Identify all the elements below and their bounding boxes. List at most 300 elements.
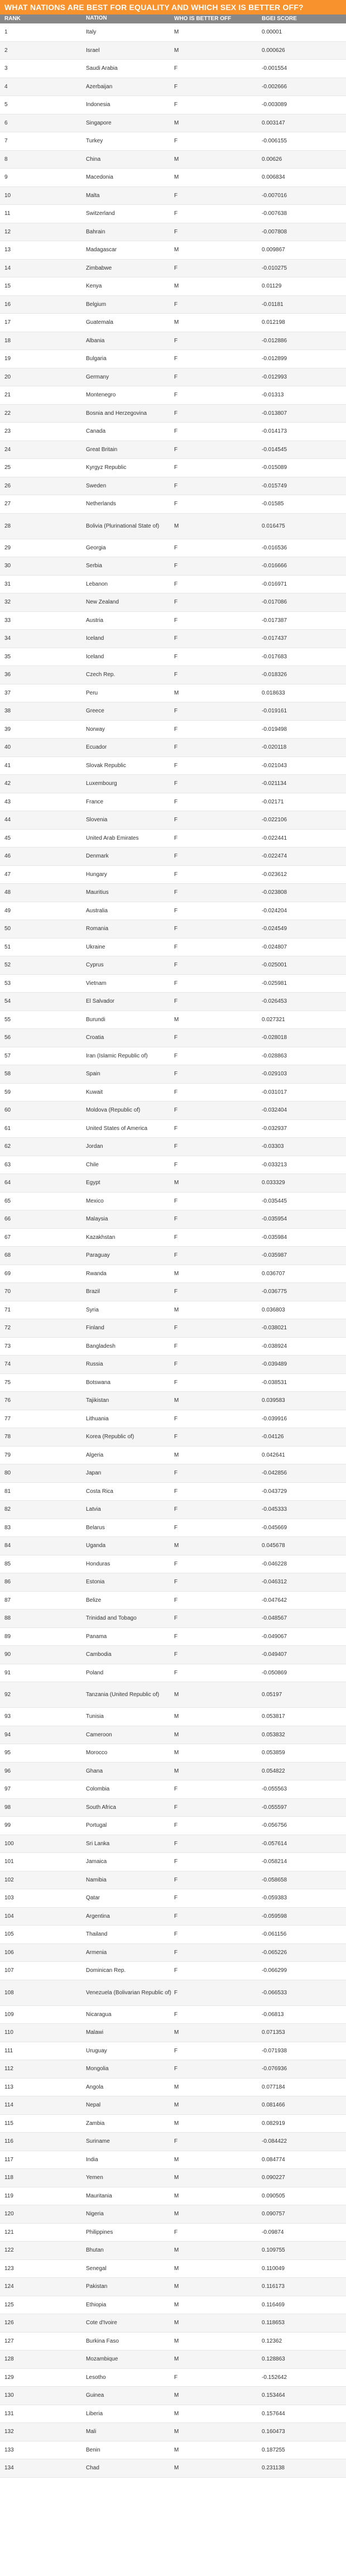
cell-who-is-better-off: F bbox=[174, 1967, 178, 1974]
cell-bgei-score: -0.09874 bbox=[262, 2229, 284, 2235]
cell-who-is-better-off: F bbox=[174, 2374, 178, 2381]
cell-bgei-score: -0.038021 bbox=[262, 1325, 287, 1332]
table-row bbox=[0, 2024, 346, 2042]
table-row bbox=[0, 2079, 346, 2097]
cell-who-is-better-off: F bbox=[174, 482, 178, 489]
cell-bgei-score: 0.00001 bbox=[262, 29, 282, 36]
cell-bgei-score: -0.028018 bbox=[262, 1035, 287, 1041]
cell-nation: Albania bbox=[86, 337, 105, 344]
cell-who-is-better-off: M bbox=[174, 2084, 179, 2090]
cell-nation: Hungary bbox=[86, 871, 107, 878]
cell-rank: 103 bbox=[4, 1895, 14, 1902]
cell-who-is-better-off: M bbox=[174, 119, 179, 126]
cell-who-is-better-off: F bbox=[174, 1579, 178, 1586]
cell-rank: 51 bbox=[4, 944, 11, 950]
table-row bbox=[0, 1519, 346, 1538]
cell-who-is-better-off: F bbox=[174, 781, 178, 787]
cell-rank: 60 bbox=[4, 1107, 11, 1114]
cell-bgei-score: 0.160473 bbox=[262, 2429, 285, 2435]
cell-nation: Uganda bbox=[86, 1543, 106, 1549]
cell-who-is-better-off: M bbox=[174, 2120, 179, 2127]
cell-nation: Ukraine bbox=[86, 944, 105, 950]
table-row bbox=[0, 60, 346, 78]
cell-rank: 1 bbox=[4, 29, 8, 36]
cell-nation: Singapore bbox=[86, 119, 112, 126]
cell-bgei-score: 0.187255 bbox=[262, 2446, 285, 2453]
table-row bbox=[0, 1428, 346, 1447]
cell-who-is-better-off: F bbox=[174, 744, 178, 751]
cell-nation: Great Britain bbox=[86, 446, 118, 453]
cell-bgei-score: -0.035984 bbox=[262, 1234, 287, 1241]
cell-nation: Guinea bbox=[86, 2392, 104, 2399]
table-row bbox=[0, 884, 346, 902]
cell-who-is-better-off: F bbox=[174, 1859, 178, 1865]
cell-nation: Serbia bbox=[86, 563, 102, 569]
cell-nation: Romania bbox=[86, 926, 109, 932]
table-row bbox=[0, 1265, 346, 1284]
cell-nation: Canada bbox=[86, 428, 106, 435]
table-row bbox=[0, 1628, 346, 1646]
table-row bbox=[0, 2387, 346, 2405]
cell-nation: Jamaica bbox=[86, 1859, 107, 1865]
cell-who-is-better-off: M bbox=[174, 2338, 179, 2344]
cell-who-is-better-off: F bbox=[174, 356, 178, 362]
table-row bbox=[0, 1682, 346, 1708]
cell-bgei-score: 0.082919 bbox=[262, 2120, 285, 2127]
cell-nation: China bbox=[86, 156, 101, 162]
cell-rank: 33 bbox=[4, 617, 11, 624]
table-row bbox=[0, 576, 346, 594]
table-row bbox=[0, 2205, 346, 2224]
cell-nation: Cyprus bbox=[86, 962, 104, 969]
cell-rank: 111 bbox=[4, 2047, 13, 2054]
cell-who-is-better-off: F bbox=[174, 1089, 178, 1095]
cell-who-is-better-off: M bbox=[174, 247, 179, 253]
cell-bgei-score: -0.035954 bbox=[262, 1216, 287, 1223]
cell-rank: 58 bbox=[4, 1071, 11, 1078]
cell-bgei-score: 0.00626 bbox=[262, 156, 282, 162]
cell-bgei-score: -0.056756 bbox=[262, 1822, 287, 1829]
cell-nation: Cambodia bbox=[86, 1651, 112, 1658]
cell-bgei-score: 0.009867 bbox=[262, 247, 285, 253]
cell-who-is-better-off: F bbox=[174, 980, 178, 987]
cell-who-is-better-off: F bbox=[174, 1488, 178, 1495]
table-row bbox=[0, 2242, 346, 2260]
cell-bgei-score: 0.110049 bbox=[262, 2265, 285, 2272]
table-row bbox=[0, 2423, 346, 2441]
cell-bgei-score: 0.003147 bbox=[262, 119, 285, 126]
table-row bbox=[0, 1501, 346, 1519]
cell-who-is-better-off: F bbox=[174, 635, 178, 642]
cell-bgei-score: -0.045333 bbox=[262, 1506, 287, 1513]
cell-nation: Nepal bbox=[86, 2102, 101, 2109]
cell-rank: 87 bbox=[4, 1597, 11, 1603]
cell-bgei-score: 0.071353 bbox=[262, 2029, 285, 2036]
table-row bbox=[0, 2278, 346, 2296]
cell-who-is-better-off: M bbox=[174, 2265, 179, 2272]
cell-nation: Italy bbox=[86, 29, 97, 36]
cell-bgei-score: -0.002666 bbox=[262, 83, 287, 90]
table-row bbox=[0, 539, 346, 558]
cell-rank: 8 bbox=[4, 156, 8, 162]
table-row bbox=[0, 314, 346, 332]
cell-nation: Costa Rica bbox=[86, 1488, 113, 1495]
cell-nation: Zimbabwe bbox=[86, 265, 112, 271]
cell-who-is-better-off: F bbox=[174, 2066, 178, 2072]
cell-who-is-better-off: F bbox=[174, 1633, 178, 1640]
cell-bgei-score: -0.024204 bbox=[262, 907, 287, 914]
cell-bgei-score: -0.021043 bbox=[262, 762, 287, 769]
table-row bbox=[0, 920, 346, 939]
cell-who-is-better-off: F bbox=[174, 1234, 178, 1241]
cell-who-is-better-off: M bbox=[174, 1270, 179, 1277]
cell-rank: 40 bbox=[4, 744, 11, 751]
cell-bgei-score: 0.157644 bbox=[262, 2410, 285, 2417]
cell-rank: 52 bbox=[4, 962, 11, 969]
table-row bbox=[0, 1029, 346, 1047]
cell-who-is-better-off: F bbox=[174, 2138, 178, 2145]
cell-bgei-score: 0.090227 bbox=[262, 2175, 285, 2181]
cell-rank: 29 bbox=[4, 544, 11, 551]
cell-bgei-score: -0.061156 bbox=[262, 1931, 287, 1938]
cell-rank: 31 bbox=[4, 581, 11, 587]
cell-rank: 123 bbox=[4, 2265, 14, 2272]
cell-bgei-score: -0.007638 bbox=[262, 210, 287, 217]
cell-nation: Sri Lanka bbox=[86, 1840, 110, 1847]
cell-who-is-better-off: F bbox=[174, 1524, 178, 1531]
table-row bbox=[0, 956, 346, 975]
cell-nation: Bulgaria bbox=[86, 356, 107, 362]
cell-rank: 77 bbox=[4, 1415, 11, 1422]
table-row bbox=[0, 939, 346, 957]
cell-rank: 101 bbox=[4, 1859, 14, 1865]
cell-nation: Germany bbox=[86, 374, 109, 380]
cell-bgei-score: -0.016971 bbox=[262, 581, 287, 587]
cell-who-is-better-off: F bbox=[174, 1949, 178, 1956]
cell-rank: 45 bbox=[4, 835, 11, 841]
cell-who-is-better-off: F bbox=[174, 1876, 178, 1883]
table-row bbox=[0, 1926, 346, 1944]
cell-bgei-score: -0.013807 bbox=[262, 410, 287, 416]
cell-bgei-score: -0.03303 bbox=[262, 1143, 284, 1150]
cell-who-is-better-off: F bbox=[174, 962, 178, 969]
cell-who-is-better-off: F bbox=[174, 1343, 178, 1349]
cell-nation: Azerbaijan bbox=[86, 83, 113, 90]
cell-bgei-score: -0.076936 bbox=[262, 2066, 287, 2072]
cell-rank: 78 bbox=[4, 1434, 11, 1440]
cell-nation: Brazil bbox=[86, 1289, 100, 1295]
cell-nation: Bolivia (Plurinational State of) bbox=[86, 523, 160, 529]
cell-bgei-score: 0.077184 bbox=[262, 2084, 285, 2090]
cell-who-is-better-off: F bbox=[174, 1289, 178, 1295]
table-row bbox=[0, 296, 346, 314]
cell-who-is-better-off: F bbox=[174, 1651, 178, 1658]
cell-who-is-better-off: M bbox=[174, 2429, 179, 2435]
cell-who-is-better-off: M bbox=[174, 2392, 179, 2399]
cell-who-is-better-off: F bbox=[174, 1035, 178, 1041]
cell-bgei-score: -0.019498 bbox=[262, 726, 287, 732]
table-row bbox=[0, 1889, 346, 1908]
cell-nation: Trinidad and Tobago bbox=[86, 1615, 137, 1622]
cell-bgei-score: -0.012899 bbox=[262, 356, 287, 362]
cell-rank: 37 bbox=[4, 690, 11, 696]
table-row bbox=[0, 1156, 346, 1175]
cell-rank: 131 bbox=[4, 2410, 14, 2417]
cell-nation: Colombia bbox=[86, 1786, 110, 1793]
cell-nation: Nigeria bbox=[86, 2211, 104, 2218]
cell-bgei-score: 0.109755 bbox=[262, 2247, 285, 2254]
cell-who-is-better-off: F bbox=[174, 907, 178, 914]
cell-rank: 19 bbox=[4, 356, 11, 362]
cell-rank: 6 bbox=[4, 119, 8, 126]
table-row bbox=[0, 2187, 346, 2206]
cell-nation: Austria bbox=[86, 617, 104, 624]
cell-bgei-score: 0.053859 bbox=[262, 1750, 285, 1756]
cell-who-is-better-off: F bbox=[174, 1669, 178, 1676]
cell-who-is-better-off: M bbox=[174, 47, 179, 54]
table-row bbox=[0, 1763, 346, 1781]
cell-rank: 96 bbox=[4, 1768, 11, 1774]
cell-bgei-score: -0.010275 bbox=[262, 265, 287, 271]
table-row bbox=[0, 1962, 346, 1980]
cell-nation: Georgia bbox=[86, 544, 106, 551]
cell-nation: Latvia bbox=[86, 1506, 101, 1513]
table-row bbox=[0, 1980, 346, 2006]
table-row bbox=[0, 1780, 346, 1799]
cell-who-is-better-off: F bbox=[174, 2229, 178, 2235]
cell-who-is-better-off: F bbox=[174, 544, 178, 551]
table-row bbox=[0, 1646, 346, 1664]
cell-bgei-score: -0.015749 bbox=[262, 482, 287, 489]
cell-nation: Russia bbox=[86, 1361, 103, 1368]
cell-who-is-better-off: F bbox=[174, 1415, 178, 1422]
table-row bbox=[0, 1537, 346, 1555]
cell-nation: Mauritius bbox=[86, 889, 109, 896]
cell-who-is-better-off: F bbox=[174, 501, 178, 507]
cell-who-is-better-off: F bbox=[174, 581, 178, 587]
cell-bgei-score: -0.049407 bbox=[262, 1651, 287, 1658]
table-row bbox=[0, 902, 346, 921]
table-row bbox=[0, 1555, 346, 1574]
cell-nation: Benin bbox=[86, 2446, 100, 2453]
table-row bbox=[0, 241, 346, 260]
table-row bbox=[0, 459, 346, 477]
table-row bbox=[0, 1084, 346, 1102]
cell-who-is-better-off: F bbox=[174, 1198, 178, 1204]
cell-nation: Slovak Republic bbox=[86, 762, 126, 769]
cell-who-is-better-off: F bbox=[174, 889, 178, 896]
cell-who-is-better-off: M bbox=[174, 283, 179, 290]
cell-rank: 24 bbox=[4, 446, 11, 453]
cell-bgei-score: -0.022474 bbox=[262, 853, 287, 860]
cell-who-is-better-off: F bbox=[174, 1052, 178, 1059]
cell-who-is-better-off: F bbox=[174, 301, 178, 308]
cell-rank: 67 bbox=[4, 1234, 11, 1241]
cell-who-is-better-off: F bbox=[174, 926, 178, 932]
cell-rank: 17 bbox=[4, 319, 11, 326]
table-row bbox=[0, 187, 346, 205]
cell-nation: Saudi Arabia bbox=[86, 65, 118, 72]
cell-rank: 82 bbox=[4, 1506, 11, 1513]
cell-nation: Zambia bbox=[86, 2120, 105, 2127]
cell-who-is-better-off: M bbox=[174, 1543, 179, 1549]
cell-nation: Thailand bbox=[86, 1931, 108, 1938]
cell-rank: 59 bbox=[4, 1089, 11, 1095]
table-row bbox=[0, 1447, 346, 1465]
cell-nation: Iceland bbox=[86, 653, 104, 660]
cell-who-is-better-off: F bbox=[174, 1379, 178, 1386]
cell-nation: Cameroon bbox=[86, 1731, 112, 1738]
cell-who-is-better-off: F bbox=[174, 1615, 178, 1622]
cell-nation: Iran (Islamic Republic of) bbox=[86, 1052, 148, 1059]
table-row bbox=[0, 648, 346, 667]
cell-bgei-score: -0.050869 bbox=[262, 1669, 287, 1676]
cell-who-is-better-off: M bbox=[174, 2029, 179, 2036]
cell-bgei-score: 0.039583 bbox=[262, 1397, 285, 1404]
table-row bbox=[0, 757, 346, 775]
cell-bgei-score: 0.090757 bbox=[262, 2211, 285, 2218]
cell-bgei-score: -0.046312 bbox=[262, 1579, 287, 1586]
table-row bbox=[0, 1283, 346, 1301]
cell-nation: Burundi bbox=[86, 1016, 105, 1023]
cell-bgei-score: -0.039916 bbox=[262, 1415, 287, 1422]
cell-nation: France bbox=[86, 798, 104, 805]
cell-nation: Mozambique bbox=[86, 2356, 118, 2363]
table-row bbox=[0, 1174, 346, 1193]
table-row bbox=[0, 557, 346, 576]
cell-who-is-better-off: F bbox=[174, 563, 178, 569]
table-row bbox=[0, 593, 346, 612]
cell-who-is-better-off: F bbox=[174, 1913, 178, 1919]
table-row bbox=[0, 1319, 346, 1338]
cell-bgei-score: -0.001554 bbox=[262, 65, 287, 72]
cell-who-is-better-off: F bbox=[174, 265, 178, 271]
table-row bbox=[0, 277, 346, 296]
cell-nation: Venezuela (Bolivarian Republic of) bbox=[86, 1989, 171, 1996]
table-row bbox=[0, 495, 346, 514]
table-row bbox=[0, 2169, 346, 2187]
table-row bbox=[0, 169, 346, 187]
cell-rank: 81 bbox=[4, 1488, 11, 1495]
cell-rank: 119 bbox=[4, 2192, 13, 2199]
cell-bgei-score: -0.024807 bbox=[262, 944, 287, 950]
cell-who-is-better-off: M bbox=[174, 174, 179, 181]
table-row bbox=[0, 1799, 346, 1817]
cell-who-is-better-off: M bbox=[174, 690, 179, 696]
cell-bgei-score: 0.053832 bbox=[262, 1731, 285, 1738]
cell-nation: Moldova (Republic of) bbox=[86, 1107, 141, 1114]
cell-nation: Panama bbox=[86, 1633, 107, 1640]
cell-bgei-score: -0.032404 bbox=[262, 1107, 287, 1114]
header-rank: RANK bbox=[4, 16, 21, 22]
cell-who-is-better-off: M bbox=[174, 29, 179, 36]
cell-nation: Algeria bbox=[86, 1452, 104, 1458]
cell-rank: 50 bbox=[4, 926, 11, 932]
cell-nation: Denmark bbox=[86, 853, 109, 860]
cell-rank: 92 bbox=[4, 1692, 11, 1698]
cell-bgei-score: 0.01129 bbox=[262, 283, 282, 290]
cell-who-is-better-off: M bbox=[174, 319, 179, 326]
table-row bbox=[0, 1374, 346, 1392]
cell-bgei-score: -0.084422 bbox=[262, 2138, 287, 2145]
table-row bbox=[0, 151, 346, 169]
cell-who-is-better-off: F bbox=[174, 465, 178, 471]
cell-rank: 65 bbox=[4, 1198, 11, 1204]
cell-nation: Kyrgyz Republic bbox=[86, 465, 127, 471]
cell-bgei-score: -0.055563 bbox=[262, 1786, 287, 1793]
cell-who-is-better-off: F bbox=[174, 1125, 178, 1132]
cell-nation: Argentina bbox=[86, 1913, 110, 1919]
table-row bbox=[0, 702, 346, 721]
cell-rank: 99 bbox=[4, 1822, 11, 1829]
table-row bbox=[0, 78, 346, 97]
cell-bgei-score: -0.026453 bbox=[262, 998, 287, 1005]
cell-nation: Iceland bbox=[86, 635, 104, 642]
cell-who-is-better-off: M bbox=[174, 2283, 179, 2290]
cell-nation: Malaysia bbox=[86, 1216, 108, 1223]
cell-rank: 14 bbox=[4, 265, 11, 271]
cell-nation: El Salvador bbox=[86, 998, 115, 1005]
cell-bgei-score: -0.047642 bbox=[262, 1597, 287, 1603]
cell-rank: 66 bbox=[4, 1216, 11, 1223]
cell-who-is-better-off: F bbox=[174, 1506, 178, 1513]
cell-nation: Angola bbox=[86, 2084, 104, 2090]
table-row bbox=[0, 223, 346, 242]
cell-rank: 108 bbox=[4, 1989, 14, 1996]
cell-nation: Mongolia bbox=[86, 2066, 109, 2072]
cell-who-is-better-off: F bbox=[174, 617, 178, 624]
cell-rank: 39 bbox=[4, 726, 11, 732]
cell-nation: Namibia bbox=[86, 1876, 107, 1883]
cell-rank: 134 bbox=[4, 2465, 14, 2472]
cell-nation: Lesotho bbox=[86, 2374, 106, 2381]
cell-nation: Paraguay bbox=[86, 1252, 110, 1259]
cell-nation: Netherlands bbox=[86, 501, 116, 507]
cell-who-is-better-off: M bbox=[174, 2102, 179, 2109]
cell-nation: Indonesia bbox=[86, 102, 110, 108]
cell-nation: Dominican Rep. bbox=[86, 1967, 126, 1974]
table-row bbox=[0, 1102, 346, 1120]
cell-bgei-score: 0.006834 bbox=[262, 174, 285, 181]
cell-who-is-better-off: F bbox=[174, 1895, 178, 1902]
table-row bbox=[0, 23, 346, 42]
cell-nation: Australia bbox=[86, 907, 108, 914]
cell-who-is-better-off: M bbox=[174, 2301, 179, 2308]
cell-rank: 107 bbox=[4, 1967, 14, 1974]
cell-rank: 73 bbox=[4, 1343, 11, 1349]
cell-rank: 15 bbox=[4, 283, 11, 290]
cell-rank: 133 bbox=[4, 2446, 14, 2453]
cell-rank: 94 bbox=[4, 1731, 11, 1738]
cell-rank: 88 bbox=[4, 1615, 11, 1622]
cell-nation: Qatar bbox=[86, 1895, 100, 1902]
table-row bbox=[0, 1247, 346, 1265]
cell-nation: Sweden bbox=[86, 482, 107, 489]
cell-bgei-score: -0.04126 bbox=[262, 1434, 284, 1440]
cell-nation: New Zealand bbox=[86, 599, 119, 606]
cell-bgei-score: 0.053817 bbox=[262, 1713, 285, 1720]
cell-rank: 25 bbox=[4, 465, 11, 471]
table-row bbox=[0, 1573, 346, 1592]
cell-bgei-score: -0.01585 bbox=[262, 501, 284, 507]
cell-bgei-score: -0.016536 bbox=[262, 544, 287, 551]
cell-who-is-better-off: M bbox=[174, 2192, 179, 2199]
cell-bgei-score: -0.017086 bbox=[262, 599, 287, 606]
cell-bgei-score: -0.007016 bbox=[262, 192, 287, 199]
cell-rank: 5 bbox=[4, 102, 8, 108]
cell-who-is-better-off: F bbox=[174, 374, 178, 380]
cell-bgei-score: -0.06813 bbox=[262, 2011, 284, 2018]
